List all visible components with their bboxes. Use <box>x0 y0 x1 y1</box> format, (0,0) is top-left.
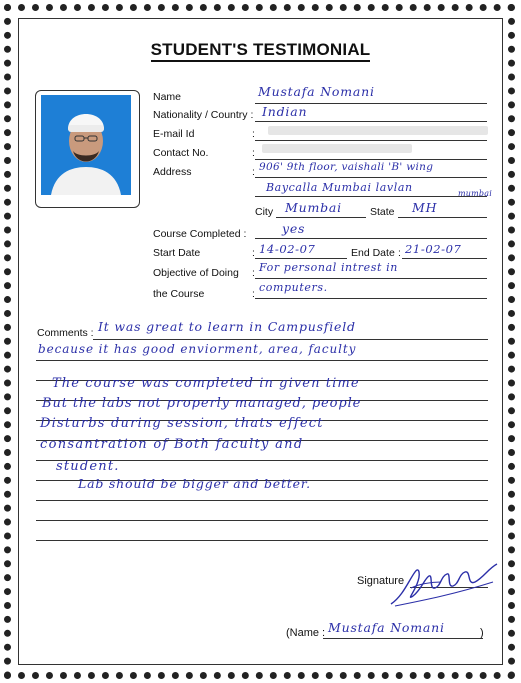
address-value-1: 906' 9th floor, vaishali 'B' wing <box>259 161 434 173</box>
city-line <box>276 217 366 218</box>
end-date-value: 21-02-07 <box>405 242 462 256</box>
objective-line-2 <box>255 298 487 299</box>
handwritten-signature <box>385 560 500 610</box>
address-line-1 <box>255 177 487 178</box>
objective-colon-2: : <box>252 288 255 300</box>
page-title <box>0 40 521 60</box>
email-line <box>255 140 487 141</box>
state-line <box>398 217 487 218</box>
comments-line-2 <box>36 360 488 361</box>
address-colon: : <box>252 166 255 178</box>
comment-line-4: But the labs not properly managed, people <box>42 396 362 411</box>
signature-name-prefix: (Name : <box>286 627 326 639</box>
comments-line-9 <box>36 500 488 501</box>
comment-line-7: student. <box>56 459 120 474</box>
objective-colon: : <box>252 267 255 279</box>
start-date-value: 14-02-07 <box>259 242 316 256</box>
name-value: Mustafa Nomani <box>258 84 375 99</box>
objective-label-2: the Course <box>153 288 205 300</box>
state-value: MH <box>412 200 438 215</box>
start-date-line <box>255 258 347 259</box>
address-line-2 <box>255 196 487 197</box>
course-completed-line <box>255 238 487 239</box>
comments-line-10 <box>36 520 488 521</box>
student-photo <box>41 95 131 195</box>
nationality-label: Nationality / Country : <box>153 109 254 121</box>
nationality-line <box>255 121 487 122</box>
comment-line-3: The course was completed in given time <box>52 376 360 391</box>
course-completed-value: yes <box>282 221 306 236</box>
email-colon: : <box>252 128 255 140</box>
address-note: mumbai <box>458 189 492 198</box>
address-label: Address <box>153 166 192 178</box>
end-date-line <box>402 258 487 259</box>
title-text: STUDENT'S TESTIMONIAL <box>151 40 371 62</box>
name-label: Name <box>153 91 182 103</box>
comment-line-5: Disturbs during session, thats effect <box>40 416 324 431</box>
contact-colon: : <box>252 147 255 159</box>
address-value-2: Baycalla Mumbai lavlan <box>266 181 413 194</box>
objective-value-2: computers. <box>259 281 328 294</box>
comment-line-6: consantration of Both faculty and <box>40 437 304 452</box>
email-label: E-mail Id <box>153 128 195 140</box>
student-photo-image <box>41 95 131 195</box>
start-date-label: Start Date <box>153 247 201 259</box>
nationality-value: Indian <box>262 104 308 119</box>
signature-name-value: Mustafa Nomani <box>328 620 445 635</box>
signature-label: Signature <box>357 575 405 587</box>
comment-line-2: because it has good enviorment, area, faculty <box>38 342 357 356</box>
objective-line-1 <box>255 278 487 279</box>
comments-line-1 <box>93 339 488 340</box>
comments-line-11 <box>36 540 488 541</box>
start-date-colon: : <box>252 247 255 259</box>
end-date-colon: : <box>398 247 401 259</box>
email-redacted <box>268 126 488 135</box>
contact-line <box>255 159 487 160</box>
city-label: City <box>255 206 274 218</box>
objective-value-1: For personal intrest in <box>259 261 398 274</box>
state-label: State <box>370 206 395 218</box>
city-value: Mumbai <box>285 200 342 215</box>
course-completed-label: Course Completed : <box>153 228 247 240</box>
signature-name-suffix: ) <box>480 627 484 639</box>
end-date-label: End Date <box>351 247 395 259</box>
objective-label-1: Objective of Doing <box>153 267 239 279</box>
contact-redacted <box>262 144 412 153</box>
signature-name-line <box>323 638 483 639</box>
comment-line-1: It was great to learn in Campusfield <box>98 319 356 334</box>
contact-label: Contact No. <box>153 147 209 159</box>
comments-label: Comments : <box>37 327 94 339</box>
comment-line-8: Lab should be bigger and better. <box>78 476 311 491</box>
